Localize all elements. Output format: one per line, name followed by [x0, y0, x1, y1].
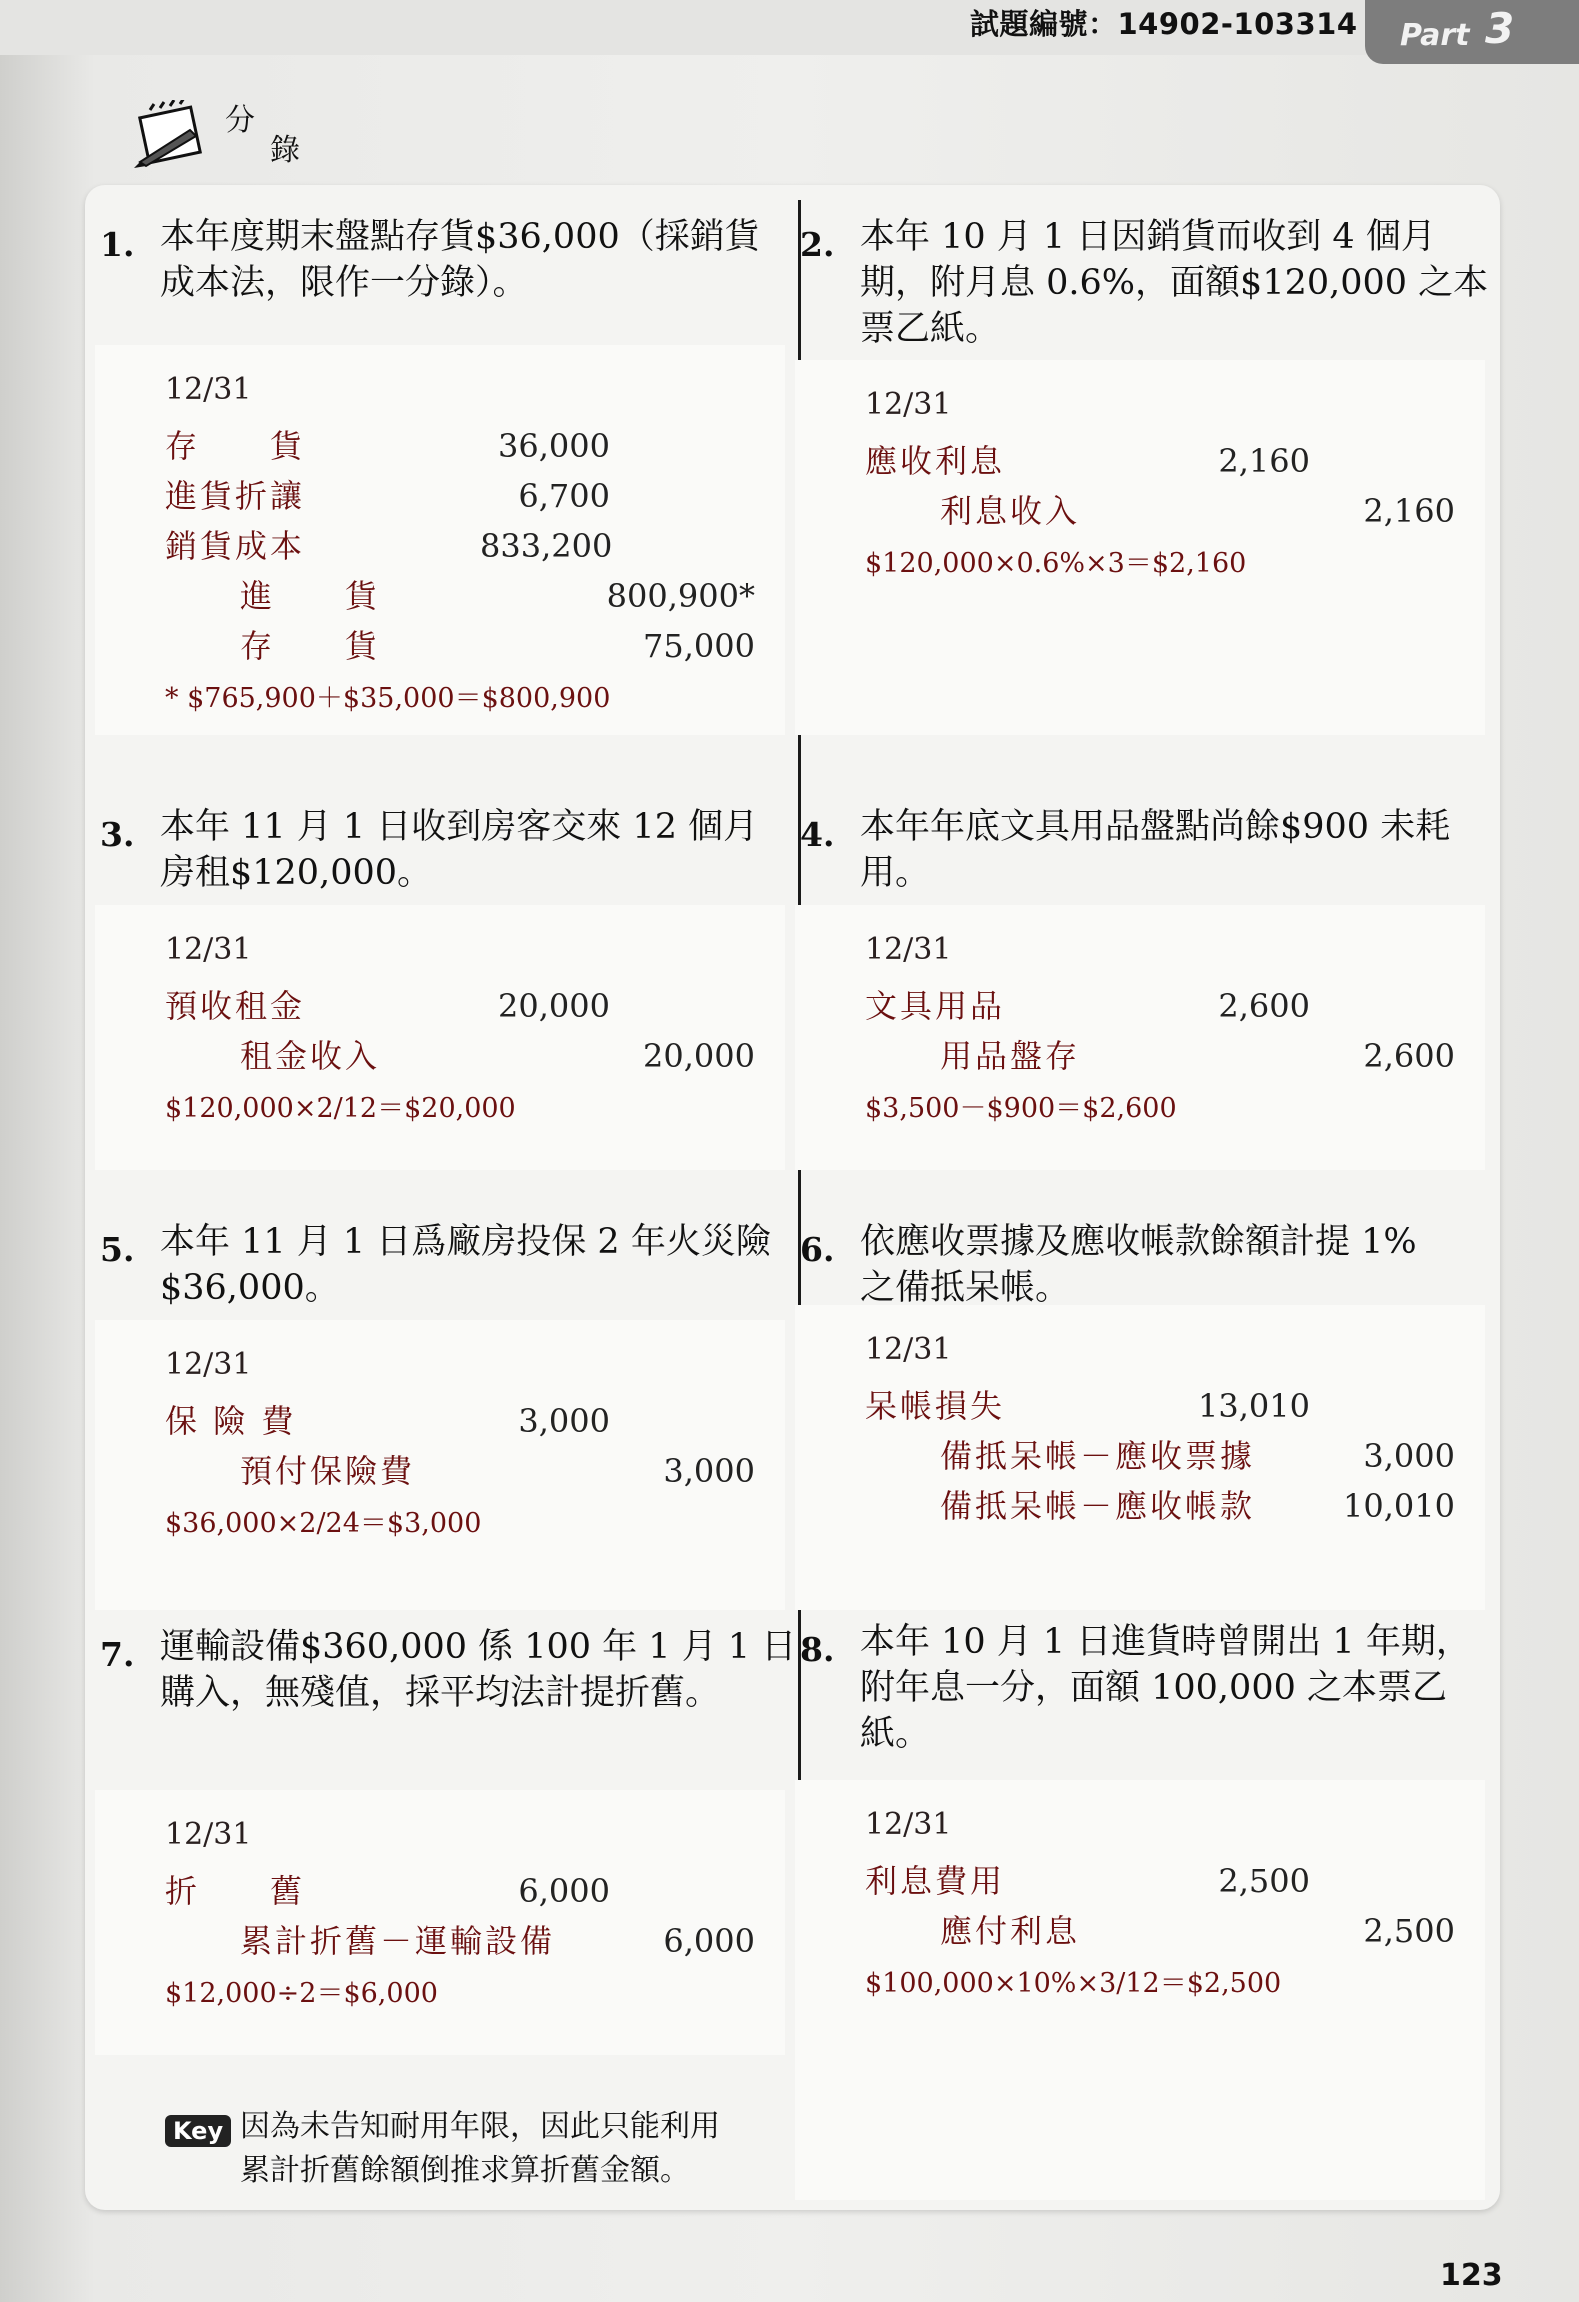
section-title-2: 錄	[270, 133, 300, 168]
question-line: 成本法，限作一分錄）。	[160, 263, 528, 303]
account-name: 文具用品	[865, 987, 1006, 1025]
notepad-pencil-icon	[130, 100, 220, 170]
question-line: 房租$120,000。	[160, 853, 433, 893]
part-word: Part	[1400, 18, 1470, 53]
exam-code: 試題編號：14902-103314	[970, 7, 1358, 41]
credit-amount: 10,010	[1343, 1487, 1455, 1525]
question-line: $36,000。	[160, 1268, 340, 1308]
entry-number: 3.	[100, 815, 135, 854]
entry-number: 5.	[100, 1230, 135, 1269]
entry-number: 6.	[800, 1230, 835, 1269]
account-name: 利息收入	[940, 492, 1081, 530]
entry-date: 12/31	[865, 1332, 952, 1367]
account-name: 累計折舊－運輸設備	[240, 1922, 556, 1960]
credit-amount: 75,000	[643, 627, 755, 665]
question-line: 紙。	[860, 1714, 931, 1754]
question-line: 附年息一分，面額 100,000 之本票乙	[860, 1668, 1447, 1708]
question-line: 用。	[860, 853, 931, 893]
account-name: 預付保險費	[240, 1452, 416, 1490]
key-note-line: 因為未告知耐用年限，因此只能利用	[240, 2109, 720, 2144]
account-name: 存 貨	[240, 627, 381, 665]
part-tab	[1365, 0, 1579, 64]
calculation: * $765,900＋$35,000＝$800,900	[165, 683, 611, 714]
calculation: $120,000×2/12＝$20,000	[165, 1093, 516, 1124]
entry-date: 12/31	[865, 1807, 952, 1842]
part-number: 3	[1485, 4, 1515, 53]
question-line: 依應收票據及應收帳款餘額計提 1%	[860, 1222, 1417, 1262]
question-line: 本年 10 月 1 日因銷貨而收到 4 個月	[860, 217, 1436, 257]
debit-amount: 6,000	[518, 1872, 610, 1910]
entry-number: 4.	[800, 815, 835, 854]
credit-amount: 20,000	[643, 1037, 755, 1075]
question-line: 本年 11 月 1 日收到房客交來 12 個月	[160, 807, 759, 847]
credit-amount: 3,000	[1363, 1437, 1455, 1475]
account-name: 折 舊	[165, 1872, 306, 1910]
account-name: 進貨折讓	[165, 477, 306, 515]
debit-amount: 20,000	[498, 987, 610, 1025]
calculation: $100,000×10%×3/12＝$2,500	[865, 1968, 1282, 1999]
question-line: 期，附月息 0.6%，面額$120,000 之本	[860, 263, 1489, 303]
account-name: 用品盤存	[940, 1037, 1081, 1075]
credit-amount: 2,500	[1363, 1912, 1455, 1950]
debit-amount: 2,500	[1218, 1862, 1310, 1900]
question-line: 本年度期末盤點存貨$36,000（採銷貨	[160, 217, 760, 257]
question-line: 運輸設備$360,000 係 100 年 1 月 1 日	[160, 1627, 797, 1667]
key-note-line: 累計折舊餘額倒推求算折舊金額。	[240, 2153, 690, 2188]
debit-amount: 13,010	[1198, 1387, 1310, 1425]
debit-amount: 6,700	[518, 477, 610, 515]
account-name: 存 貨	[165, 427, 306, 465]
credit-amount: 2,160	[1363, 492, 1455, 530]
entry-number: 2.	[800, 225, 835, 264]
entry-date: 12/31	[865, 387, 952, 422]
account-name: 租金收入	[240, 1037, 381, 1075]
account-name: 備抵呆帳－應收帳款	[940, 1487, 1256, 1525]
key-badge: Key	[165, 2115, 231, 2147]
question-line: 之備抵呆帳。	[860, 1268, 1071, 1308]
question-line: 本年年底文具用品盤點尚餘$900 未耗	[860, 807, 1451, 847]
entry-number: 8.	[800, 1630, 835, 1669]
account-name: 進 貨	[240, 577, 381, 615]
question-line: 本年 11 月 1 日爲廠房投保 2 年火災險	[160, 1222, 771, 1262]
question-line: 本年 10 月 1 日進貨時曾開出 1 年期，	[860, 1622, 1471, 1662]
page-number: 123	[1440, 2258, 1503, 2293]
entry-date: 12/31	[165, 1817, 252, 1852]
account-name: 利息費用	[865, 1862, 1006, 1900]
entry-date: 12/31	[865, 932, 952, 967]
account-name: 保 險 費	[165, 1402, 297, 1440]
credit-amount: 2,600	[1363, 1037, 1455, 1075]
question-line: 票乙紙。	[860, 309, 1001, 349]
credit-amount: 3,000	[663, 1452, 755, 1490]
account-name: 呆帳損失	[865, 1387, 1006, 1425]
account-name: 預收租金	[165, 987, 306, 1025]
calculation: $120,000×0.6%×3＝$2,160	[865, 548, 1247, 579]
debit-amount: 833,200	[480, 527, 613, 565]
account-name: 備抵呆帳－應收票據	[940, 1437, 1256, 1475]
credit-amount: 6,000	[663, 1922, 755, 1960]
entry-date: 12/31	[165, 932, 252, 967]
entry-date: 12/31	[165, 1347, 252, 1382]
question-line: 購入，無殘值，採平均法計提折舊。	[160, 1673, 721, 1713]
calculation: $3,500－$900＝$2,600	[865, 1093, 1177, 1124]
entry-number: 1.	[100, 225, 135, 264]
account-name: 應付利息	[940, 1912, 1081, 1950]
debit-amount: 2,160	[1218, 442, 1310, 480]
calculation: $36,000×2/24＝$3,000	[165, 1508, 482, 1539]
entry-date: 12/31	[165, 372, 252, 407]
calculation: $12,000÷2＝$6,000	[165, 1978, 438, 2009]
debit-amount: 3,000	[518, 1402, 610, 1440]
credit-amount: 800,900*	[606, 577, 755, 615]
entry-number: 7.	[100, 1635, 135, 1674]
section-logo	[130, 95, 310, 175]
debit-amount: 36,000	[498, 427, 610, 465]
account-name: 應收利息	[865, 442, 1006, 480]
account-name: 銷貨成本	[165, 527, 306, 565]
debit-amount: 2,600	[1218, 987, 1310, 1025]
section-title-1: 分	[225, 103, 255, 138]
